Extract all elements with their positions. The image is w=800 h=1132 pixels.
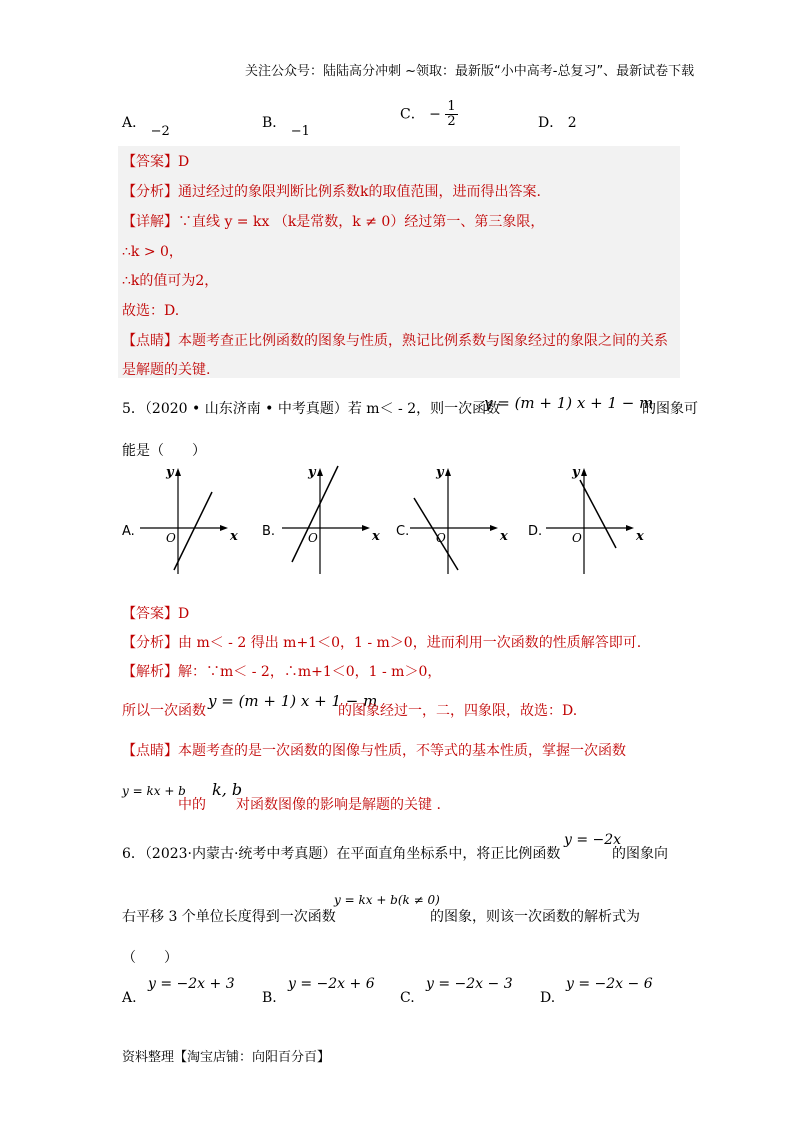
graph-label-d: D. xyxy=(528,524,543,539)
graph-b xyxy=(282,462,382,574)
q6-formula1: y = −2x xyxy=(564,832,622,848)
option-label: A． xyxy=(122,115,147,131)
y-axis-label: y xyxy=(308,465,316,480)
q5-comment-formula: y = kx + b xyxy=(122,784,186,798)
option-sign: − xyxy=(429,106,441,123)
graph-label-b: B. xyxy=(262,524,276,539)
origin-label: O xyxy=(436,531,446,545)
q5-stem-line2: 能是（ ） xyxy=(122,443,206,459)
q6-formula2: y = kx + b(k ≠ 0) xyxy=(334,893,440,907)
q5-comment-mid: 中的 xyxy=(178,797,206,813)
page-footer: 资料整理【淘宝店铺：向阳百分百】 xyxy=(122,1050,331,1065)
q4-option-c xyxy=(400,100,458,129)
x-axis-label: x xyxy=(500,529,508,544)
q5-solution-line-b: 的图象经过一，二，四象限，故选：D. xyxy=(338,703,578,719)
q6-stem-line2: 右平移 3 个单位长度得到一次函数 xyxy=(122,909,336,925)
q6-option-a-value: y = −2x + 3 xyxy=(148,976,235,992)
q6-option-d-label: D. xyxy=(540,990,556,1006)
fraction-denominator: 2 xyxy=(447,114,456,129)
q4-analysis: 【分析】通过经过的象限判断比例系数k的取值范围，进而得出答案. xyxy=(122,184,541,200)
q6-option-c-label: C. xyxy=(400,990,415,1006)
q5-stem-line1: 5．（2020 • 山东济南 • 中考真题）若 m＜ - 2，则一次函数 xyxy=(122,401,501,417)
q5-solution-line-a: 所以一次函数 xyxy=(122,703,206,719)
y-axis-label: y xyxy=(166,465,174,480)
q4-detail: 【详解】∵直线 y = kx （k是常数，k ≠ 0）经过第一、第三象限， xyxy=(122,214,545,230)
q6-option-d-value: y = −2x − 6 xyxy=(566,976,653,992)
q4-answer: 【答案】D xyxy=(122,154,190,170)
q4-option-a xyxy=(122,112,170,139)
y-axis-label: y xyxy=(436,465,444,480)
graph-a xyxy=(140,462,240,574)
q4-option-b xyxy=(262,112,310,139)
q6-option-c-value: y = −2x − 3 xyxy=(426,976,513,992)
q4-option-d xyxy=(538,112,577,132)
q4-line3: ∴k的值可为2， xyxy=(122,273,219,289)
q6-option-a-label: A. xyxy=(122,990,137,1006)
q6-stem-line1: 6．（2023·内蒙古·统考中考真题）在平面直角坐标系中，将正比例函数 xyxy=(122,846,561,862)
q4-comment-line1: 【点睛】本题考查正比例函数的图象与性质，熟记比例系数与图象经过的象限之间的关系 xyxy=(122,333,668,349)
q5-analysis: 【分析】由 m＜ - 2 得出 m+1＜0，1 - m＞0，进而利用一次函数的性质解答即可. xyxy=(122,635,642,651)
q5-comment-end: 对函数图像的影响是解题的关键 . xyxy=(236,797,441,813)
graph-label-a: A. xyxy=(122,524,135,539)
x-axis-label: x xyxy=(230,529,238,544)
q5-comment-kb: k, b xyxy=(212,780,243,799)
q5-stem-line1-end: 的图象可 xyxy=(642,401,698,417)
option-label: D． xyxy=(538,115,564,131)
y-axis-label: y xyxy=(572,465,580,480)
page-header: 关注公众号：陆陆高分冲刺 ~领取：最新版“小中高考-总复习”、最新试卷下载 xyxy=(245,64,695,79)
option-label: C． xyxy=(400,106,425,123)
x-axis-label: x xyxy=(372,529,380,544)
option-value: 2 xyxy=(567,115,577,131)
q4-line2: ∴k > 0， xyxy=(122,244,183,260)
origin-label: O xyxy=(572,531,582,545)
fraction-numerator: 1 xyxy=(447,99,456,114)
q6-stem-line1-end: 的图象向 xyxy=(612,846,668,862)
q4-line4: 故选：D. xyxy=(122,303,180,319)
origin-label: O xyxy=(166,531,176,545)
fraction xyxy=(445,100,457,129)
option-value: −1 xyxy=(290,124,310,139)
graph-c xyxy=(410,462,510,574)
x-axis-label: x xyxy=(636,529,644,544)
origin-label: O xyxy=(308,531,318,545)
graph-label-c: C. xyxy=(396,524,410,539)
option-label: B． xyxy=(262,115,287,131)
q6-paren: （ ） xyxy=(122,950,178,966)
q4-comment-line2: 是解题的关键. xyxy=(122,362,211,378)
q5-solution-formula: y = (m + 1) x + 1 − m xyxy=(208,692,378,710)
q5-formula: y = (m + 1) x + 1 − m xyxy=(484,394,654,412)
q5-solution: 【解析】解：∵m＜ - 2，∴m+1＜0，1 - m＞0， xyxy=(122,664,442,680)
q6-stem-line2-end: 的图象，则该一次函数的解析式为 xyxy=(430,909,640,925)
option-value: −2 xyxy=(150,124,170,139)
q6-option-b-value: y = −2x + 6 xyxy=(288,976,375,992)
graph-d xyxy=(546,462,646,574)
q5-answer: 【答案】D xyxy=(122,606,190,622)
q5-comment-line1: 【点睛】本题考查的是一次函数的图像与性质，不等式的基本性质，掌握一次函数 xyxy=(122,743,626,759)
q6-option-b-label: B. xyxy=(262,990,277,1006)
